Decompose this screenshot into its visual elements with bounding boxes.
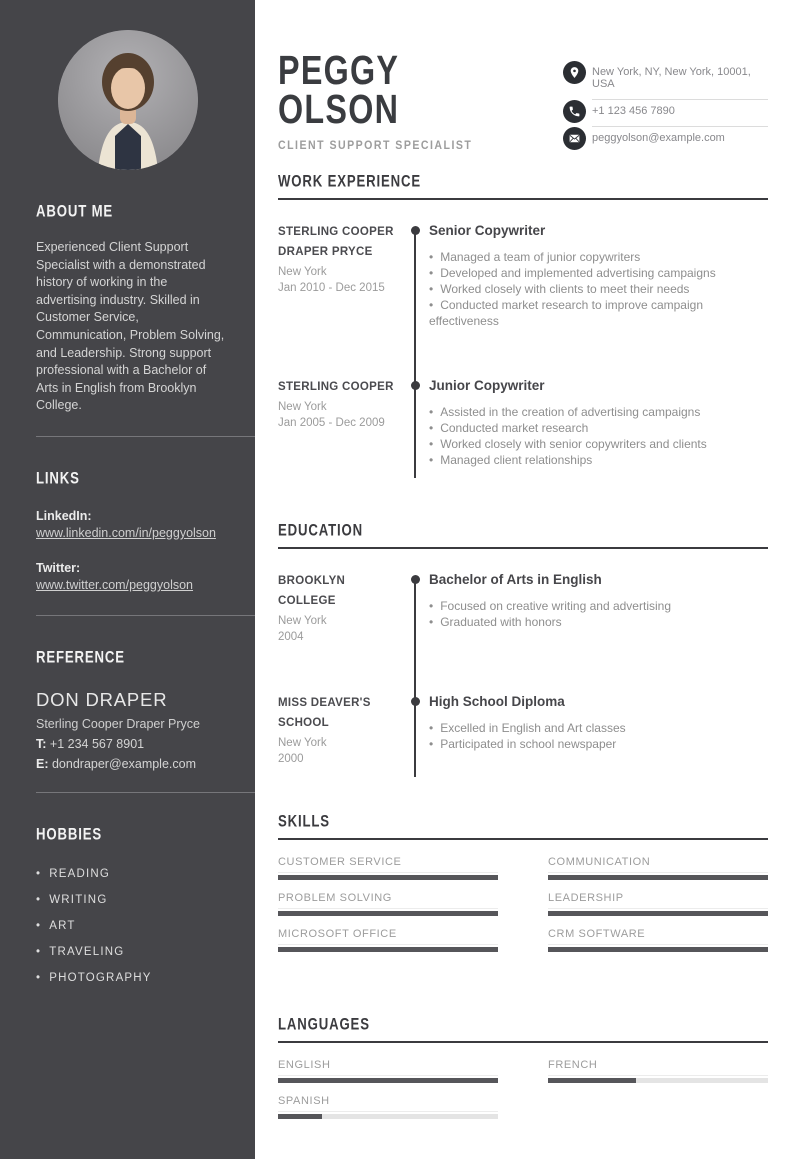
language-item: [278, 1059, 498, 1083]
reference-email-label: E:: [36, 756, 49, 771]
education-entry-school: BROOKLYN COLLEGE: [278, 575, 346, 607]
language-bar-fill: [548, 1078, 636, 1083]
bullet-item: • Participated in school newspaper: [429, 736, 768, 752]
skill-label: CUSTOMER SERVICE: [278, 856, 498, 873]
location-pin-icon: [563, 61, 586, 84]
sidebar-divider: [36, 615, 255, 616]
hobby-item: • WRITING: [36, 894, 228, 906]
education-entry-location: New York: [278, 615, 327, 627]
skill-item: [548, 892, 768, 916]
skill-bar-fill: [278, 911, 498, 916]
contact-block: [563, 61, 768, 153]
work-entry-company: STERLING COOPER DRAPER PRYCE: [278, 226, 394, 258]
email-icon: [563, 127, 586, 150]
work-entry: [278, 377, 768, 468]
sidebar: [0, 0, 255, 1159]
work-experience-section: [278, 165, 768, 468]
education-entry: [278, 571, 768, 645]
twitter-link[interactable]: www.twitter.com/peggyolson: [36, 577, 194, 592]
timeline-dot: [411, 697, 420, 706]
contact-row-phone: [563, 100, 768, 127]
skills-heading: SKILLS: [278, 805, 768, 840]
skill-bar: [548, 875, 768, 880]
bullet-item: • Managed client relationships: [429, 452, 768, 468]
hobby-item: • PHOTOGRAPHY: [36, 972, 228, 984]
skill-item: [548, 928, 768, 952]
link-item-twitter: [36, 561, 228, 594]
bullet-item: • Excelled in English and Art classes: [429, 720, 768, 736]
linkedin-link[interactable]: www.linkedin.com/in/peggyolson: [36, 525, 216, 540]
contact-row-location: [563, 61, 768, 100]
education-entry-bullets: [429, 720, 768, 752]
name-block: [278, 48, 563, 152]
links-heading: LINKS: [36, 469, 80, 488]
education-entry-meta: [278, 571, 415, 645]
skill-bar-fill: [278, 875, 498, 880]
work-entry-meta: [278, 377, 415, 468]
link-item-linkedin: [36, 509, 228, 542]
contact-location-text: New York, NY, New York, 10001, USA: [592, 61, 768, 100]
work-entry-location: New York: [278, 266, 327, 278]
language-label: SPANISH: [278, 1095, 498, 1112]
education-entry: [278, 693, 768, 767]
skill-label: PROBLEM SOLVING: [278, 892, 498, 909]
reference-heading: REFERENCE: [36, 648, 125, 667]
profile-photo-image: [58, 30, 198, 170]
skill-bar: [278, 875, 498, 880]
phone-icon: [563, 100, 586, 123]
skills-grid: [278, 856, 768, 952]
work-entry-meta: [278, 222, 415, 329]
skill-item: [278, 928, 498, 952]
timeline-dot: [411, 226, 420, 235]
work-entry-bullets: [429, 249, 768, 329]
work-entry-title: Senior Copywriter: [429, 223, 546, 238]
bullet-item: • Worked closely with senior copywriters and clients: [429, 436, 768, 452]
education-heading: EDUCATION: [278, 514, 768, 549]
about-me-heading: ABOUT ME: [36, 202, 114, 221]
hobby-list: [36, 868, 228, 984]
contact-row-email: [563, 127, 768, 153]
contact-email-text: peggyolson@example.com: [592, 132, 725, 144]
skill-label: MICROSOFT OFFICE: [278, 928, 498, 945]
language-item: [548, 1059, 768, 1083]
education-entries: [278, 571, 768, 767]
twitter-label: Twitter:: [36, 560, 81, 575]
timeline-dot: [411, 381, 420, 390]
hobby-item: • ART: [36, 920, 228, 932]
education-entry-degree: High School Diploma: [429, 694, 565, 709]
skill-item: [548, 856, 768, 880]
resume-header: [278, 48, 768, 153]
hobby-item: • TRAVELING: [36, 946, 228, 958]
languages-grid: [278, 1059, 768, 1119]
hobbies-heading: HOBBIES: [36, 825, 102, 844]
reference-email-value: dondraper@example.com: [51, 756, 196, 771]
skill-bar-fill: [548, 875, 768, 880]
reference-company: Sterling Cooper Draper Pryce: [36, 716, 200, 731]
skill-bar-fill: [278, 947, 498, 952]
languages-section: [278, 1008, 768, 1119]
bullet-item: • Conducted market research to improve campaign effectiveness: [429, 297, 768, 329]
skill-bar-fill: [548, 947, 768, 952]
reference-name: DON DRAPER: [36, 688, 168, 710]
education-entry-location: New York: [278, 737, 327, 749]
skill-bar: [548, 947, 768, 952]
bullet-item: • Assisted in the creation of advertising campaigns: [429, 404, 768, 420]
education-entry-school: MISS DEAVER'S SCHOOL: [278, 697, 371, 729]
work-entry-details: [415, 377, 768, 468]
language-bar: [278, 1114, 498, 1119]
reference-phone: [36, 737, 228, 751]
skill-label: CRM SOFTWARE: [548, 928, 768, 945]
main-content: [255, 0, 794, 1119]
language-bar-fill: [278, 1114, 322, 1119]
work-entry-dates: Jan 2010 - Dec 2015: [278, 282, 385, 294]
education-entry-details: [415, 571, 768, 645]
bullet-item: • Focused on creative writing and advertising: [429, 598, 768, 614]
education-entry-bullets: [429, 598, 768, 630]
sidebar-divider: [36, 792, 255, 793]
work-entry-dates: Jan 2005 - Dec 2009: [278, 417, 385, 429]
reference-phone-label: T:: [36, 736, 47, 751]
work-entry: [278, 222, 768, 329]
hobby-item: • READING: [36, 868, 228, 880]
work-entry-details: [415, 222, 768, 329]
language-bar: [278, 1078, 498, 1083]
skill-bar: [278, 911, 498, 916]
profile-photo: [58, 30, 198, 170]
last-name: OLSON: [278, 87, 400, 133]
work-experience-heading: WORK EXPERIENCE: [278, 165, 768, 200]
language-label: ENGLISH: [278, 1059, 498, 1076]
education-entry-degree: Bachelor of Arts in English: [429, 572, 602, 587]
job-title: CLIENT SUPPORT SPECIALIST: [278, 140, 473, 152]
reference-phone-value: +1 234 567 8901: [49, 736, 145, 751]
education-entry-dates: 2004: [278, 631, 304, 643]
sidebar-divider: [36, 436, 255, 437]
languages-heading: LANGUAGES: [278, 1008, 768, 1043]
reference-email: [36, 757, 228, 771]
education-entry-dates: 2000: [278, 753, 304, 765]
bullet-item: • Graduated with honors: [429, 614, 768, 630]
bullet-item: • Managed a team of junior copywriters: [429, 249, 768, 265]
language-bar-fill: [278, 1078, 498, 1083]
timeline-dot: [411, 575, 420, 584]
language-label: FRENCH: [548, 1059, 768, 1076]
skill-label: COMMUNICATION: [548, 856, 768, 873]
about-me-text: Experienced Client Support Specialist with a demonstrated history of working in the advertising industry. Skilled in Customer Service, Communication, Problem Solving, and Leadership. Strong support professional with a Bachelor of Arts in English from Brooklyn College.: [36, 240, 225, 413]
language-item: [278, 1095, 498, 1119]
first-name: PEGGY: [278, 48, 400, 94]
skill-bar-fill: [548, 911, 768, 916]
work-entry-company: STERLING COOPER: [278, 381, 394, 393]
skill-bar: [548, 911, 768, 916]
work-experience-entries: [278, 222, 768, 468]
bullet-item: • Conducted market research: [429, 420, 768, 436]
bullet-item: • Worked closely with clients to meet their needs: [429, 281, 768, 297]
education-section: [278, 514, 768, 767]
skills-section: [278, 805, 768, 952]
bullet-item: • Developed and implemented advertising campaigns: [429, 265, 768, 281]
work-entry-location: New York: [278, 401, 327, 413]
skill-item: [278, 892, 498, 916]
education-entry-details: [415, 693, 768, 767]
skill-bar: [278, 947, 498, 952]
skill-label: LEADERSHIP: [548, 892, 768, 909]
linkedin-label: LinkedIn:: [36, 508, 92, 523]
education-entry-meta: [278, 693, 415, 767]
work-entry-bullets: [429, 404, 768, 468]
work-entry-title: Junior Copywriter: [429, 378, 545, 393]
contact-phone-text: +1 123 456 7890: [592, 100, 768, 127]
language-bar: [548, 1078, 768, 1083]
skill-item: [278, 856, 498, 880]
